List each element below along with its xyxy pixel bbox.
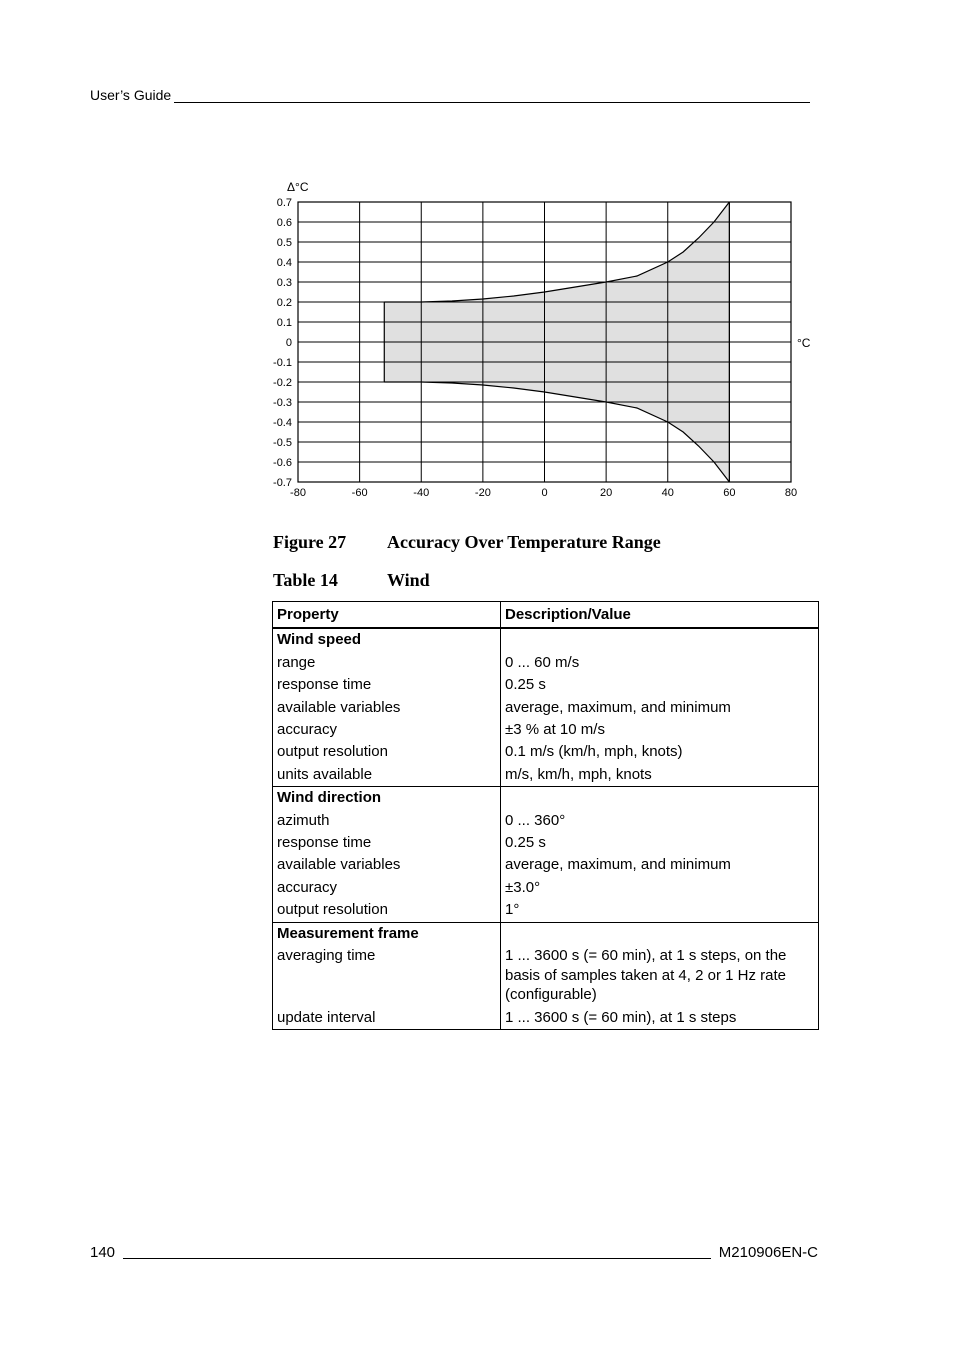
y-tick-label: -0.2 bbox=[273, 377, 292, 389]
header-description: Description/Value bbox=[501, 602, 819, 629]
group-title-row bbox=[273, 628, 819, 651]
property-cell: output resolution bbox=[273, 899, 501, 922]
value-cell: 0.1 m/s (km/h, mph, knots) bbox=[501, 741, 819, 763]
y-tick-label: -0.1 bbox=[273, 357, 292, 369]
x-tick-label: -80 bbox=[290, 487, 306, 499]
value-cell: 0 ... 60 m/s bbox=[501, 652, 819, 674]
x-tick-label: -60 bbox=[351, 487, 368, 499]
table-row bbox=[273, 832, 819, 854]
x-axis-label: °C bbox=[797, 336, 811, 350]
table-number: Table 14 bbox=[273, 570, 338, 590]
group-title-row bbox=[273, 787, 819, 810]
value-cell: 0.25 s bbox=[501, 674, 819, 696]
figure-title: Accuracy Over Temperature Range bbox=[387, 532, 661, 552]
property-cell: update interval bbox=[273, 1007, 501, 1030]
property-cell: averaging time bbox=[273, 945, 501, 1007]
table-header-row bbox=[273, 602, 819, 629]
y-tick-label: 0.1 bbox=[276, 317, 292, 329]
x-tick-label: -20 bbox=[474, 487, 491, 499]
document-id: M210906EN-C bbox=[718, 1244, 818, 1261]
table-row bbox=[273, 741, 819, 763]
table-caption bbox=[273, 570, 430, 591]
y-tick-label: 0.3 bbox=[276, 277, 292, 289]
value-cell: m/s, km/h, mph, knots bbox=[501, 764, 819, 787]
y-tick-label: -0.4 bbox=[273, 417, 292, 429]
x-tick-label: 20 bbox=[600, 487, 613, 499]
value-cell: 1° bbox=[501, 899, 819, 922]
property-cell: response time bbox=[273, 832, 501, 854]
property-cell: azimuth bbox=[273, 810, 501, 832]
y-tick-label: -0.6 bbox=[273, 457, 292, 469]
property-cell: available variables bbox=[273, 697, 501, 719]
y-tick-label: 0.2 bbox=[276, 297, 292, 309]
y-tick-label: -0.7 bbox=[273, 477, 292, 489]
x-tick-label: 0 bbox=[541, 487, 548, 499]
table-row bbox=[273, 697, 819, 719]
table-row bbox=[273, 719, 819, 741]
group-title: Wind direction bbox=[273, 787, 501, 810]
page-footer bbox=[90, 1244, 818, 1261]
property-cell: accuracy bbox=[273, 719, 501, 741]
x-tick-label: 80 bbox=[784, 487, 798, 499]
table-row bbox=[273, 945, 819, 1007]
x-tick-label: -40 bbox=[413, 487, 430, 499]
figure-number: Figure 27 bbox=[273, 532, 347, 552]
y-tick-label: 0.6 bbox=[276, 217, 292, 229]
value-cell: 0.25 s bbox=[501, 832, 819, 854]
value-cell: 0 ... 360° bbox=[501, 810, 819, 832]
group-title: Measurement frame bbox=[273, 922, 501, 945]
page-header bbox=[90, 87, 810, 103]
value-cell: 1 ... 3600 s (= 60 min), at 1 s steps bbox=[501, 1007, 819, 1030]
table-row bbox=[273, 674, 819, 696]
y-tick-label: 0.5 bbox=[276, 237, 292, 249]
value-cell: 1 ... 3600 s (= 60 min), at 1 s steps, on the basis of samples taken at 4, 2 or 1 Hz rate (configurable) bbox=[501, 945, 819, 1007]
group-title-row bbox=[273, 922, 819, 945]
property-cell: accuracy bbox=[273, 877, 501, 899]
x-tick-label: 40 bbox=[661, 487, 674, 499]
header-rule bbox=[174, 89, 810, 103]
table-row bbox=[273, 1007, 819, 1030]
group-title: Wind speed bbox=[273, 628, 501, 651]
table-row bbox=[273, 854, 819, 876]
table-title: Wind bbox=[387, 570, 430, 590]
wind-table bbox=[272, 601, 819, 1030]
accuracy-chart bbox=[262, 176, 832, 506]
value-cell: average, maximum, and minimum bbox=[501, 854, 819, 876]
y-axis-label: Δ°C bbox=[287, 180, 309, 194]
y-tick-label: 0.4 bbox=[276, 257, 292, 269]
table-row bbox=[273, 764, 819, 787]
table-row bbox=[273, 652, 819, 674]
value-cell: ±3.0° bbox=[501, 877, 819, 899]
footer-rule bbox=[123, 1244, 711, 1259]
property-cell: range bbox=[273, 652, 501, 674]
y-tick-label: -0.5 bbox=[273, 437, 292, 449]
property-cell: available variables bbox=[273, 854, 501, 876]
property-cell: units available bbox=[273, 764, 501, 787]
header-title: User’s Guide bbox=[90, 87, 172, 103]
y-tick-label: 0 bbox=[285, 337, 292, 349]
property-cell: output resolution bbox=[273, 741, 501, 763]
page-number: 140 bbox=[90, 1244, 116, 1261]
property-cell: response time bbox=[273, 674, 501, 696]
table-row bbox=[273, 899, 819, 922]
x-tick-label: 60 bbox=[723, 487, 736, 499]
table-row bbox=[273, 810, 819, 832]
y-tick-label: -0.3 bbox=[273, 397, 292, 409]
value-cell: ±3 % at 10 m/s bbox=[501, 719, 819, 741]
y-tick-label: 0.7 bbox=[276, 197, 292, 209]
figure-caption bbox=[273, 532, 661, 553]
value-cell: average, maximum, and minimum bbox=[501, 697, 819, 719]
header-property: Property bbox=[273, 602, 501, 629]
table-row bbox=[273, 877, 819, 899]
